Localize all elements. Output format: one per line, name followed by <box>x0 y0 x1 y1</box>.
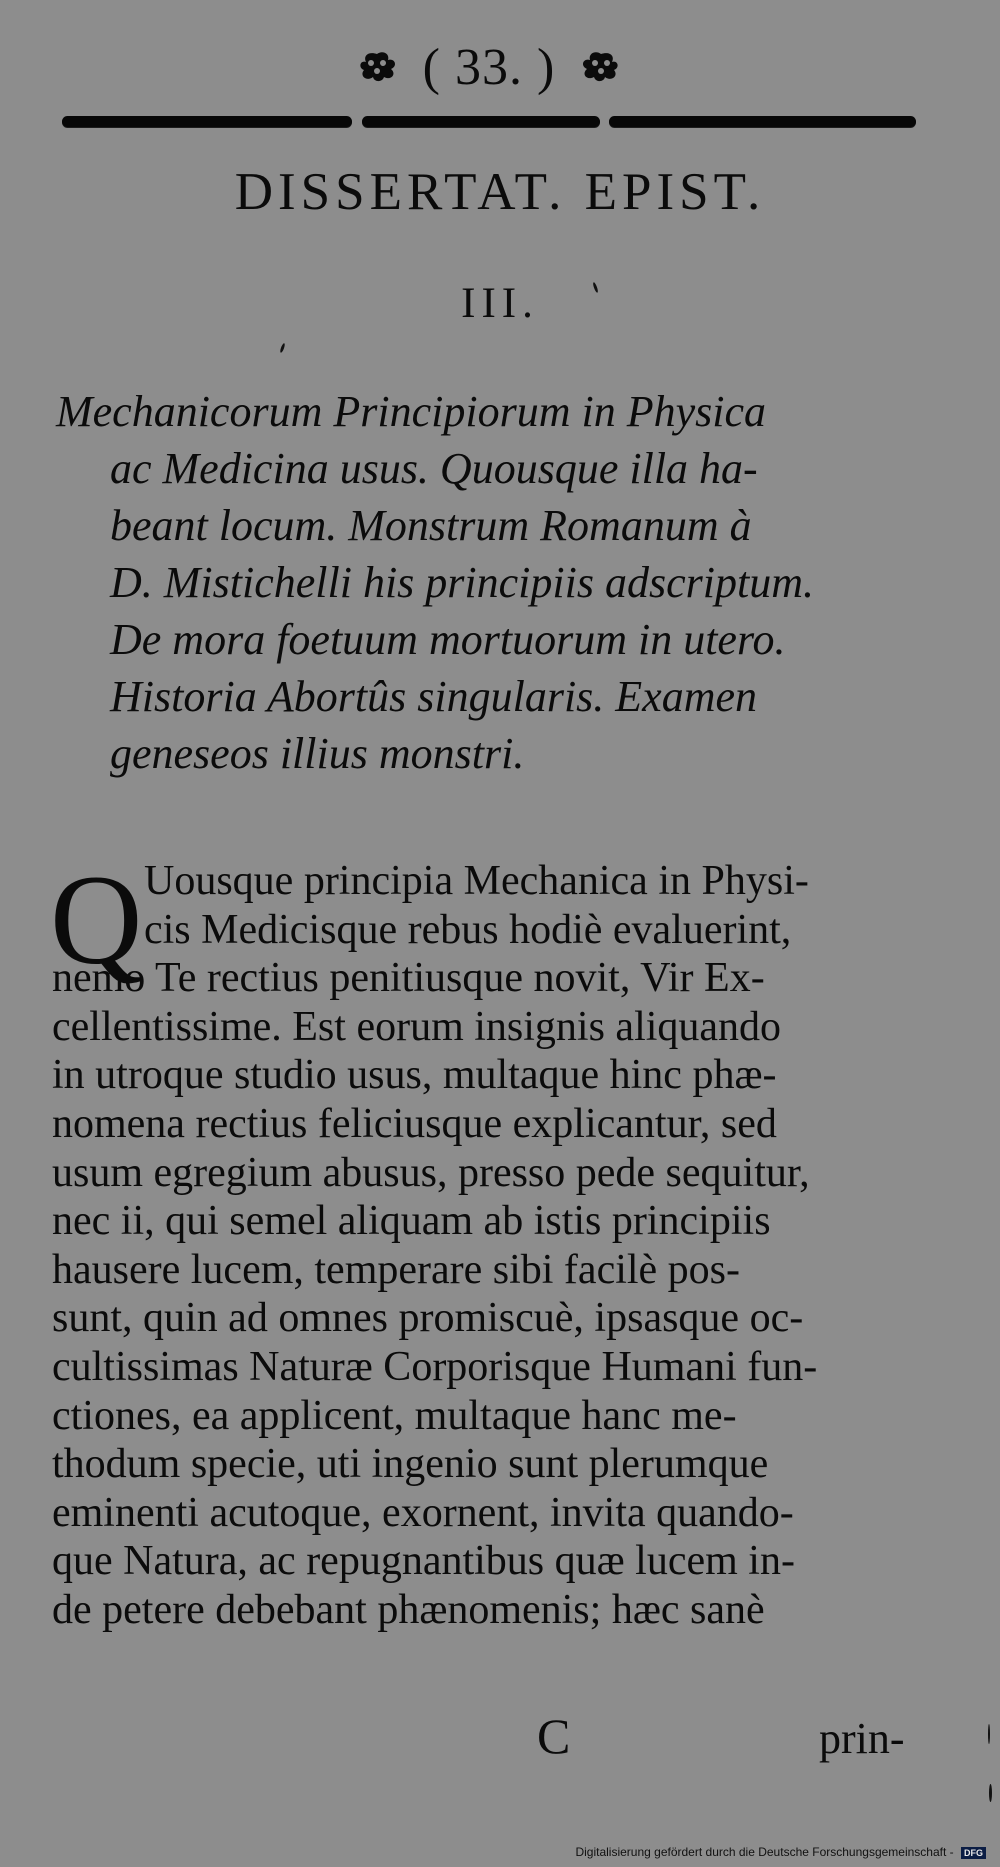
header-rule-segment-1 <box>62 116 352 127</box>
body-line: nec ii, qui semel aliquam ab istis principiis <box>52 1198 771 1245</box>
catchword: prin- <box>819 1714 905 1763</box>
body-line: thodum specie, uti ingenio sunt plerumque <box>52 1441 769 1488</box>
body-line: que Natura, ac repugnantibus quæ lucem in- <box>52 1538 795 1585</box>
summary-line: beant locum. Monstrum Romanum à <box>110 501 752 550</box>
body-line: cellentissime. Est eorum insignis aliquando <box>52 1003 782 1050</box>
page-number-line <box>62 38 916 97</box>
page-header <box>62 34 916 134</box>
header-rule-segment-2 <box>362 116 600 127</box>
summary-line: D. Mistichelli his principiis adscriptum. <box>110 558 814 607</box>
body-line: in utroque studio usus, multaque hinc phæ- <box>52 1052 777 1099</box>
summary-line: De mora foetuum mortuorum in utero. <box>110 615 786 664</box>
body-line: sunt, quin ad omnes promiscuè, ipsasque oc- <box>52 1295 804 1342</box>
section-title: DISSERTAT. EPIST. <box>234 163 766 221</box>
left-floral-ornament-icon <box>357 50 399 84</box>
body-paragraph <box>50 849 916 1635</box>
summary-paragraph <box>56 383 906 782</box>
body-line: Uousque principia Mechanica in Physi- <box>144 858 809 904</box>
signature-mark: C <box>537 1708 571 1764</box>
scan-speck <box>988 1724 990 1744</box>
right-floral-ornament-icon <box>579 50 621 84</box>
page-footer-row <box>0 1707 1000 1767</box>
header-rule-segment-3 <box>609 116 916 127</box>
summary-line: geneseos illius monstri. <box>110 729 525 778</box>
body-line: de petere debebant phænomenis; hæc sanè <box>52 1586 765 1633</box>
dfg-logo: DFG <box>961 1847 986 1859</box>
summary-line: Mechanicorum Principiorum in Physica <box>56 387 766 436</box>
digitization-credit-text: Digitalisierung gefördert durch die Deutsche Forschungsgemeinschaft - <box>575 1845 954 1859</box>
scan-speck <box>989 1784 992 1802</box>
scan-speck <box>279 343 285 353</box>
body-line: nemo Te rectius penitiusque novit, Vir Ex- <box>52 955 765 1002</box>
body-line: usum egregium abusus, presso pede sequitur, <box>52 1149 810 1196</box>
digitization-credit <box>575 1845 986 1859</box>
section-number: III. <box>461 280 539 327</box>
header-rule <box>62 110 916 132</box>
summary-line: ac Medicina usus. Quousque illa ha- <box>110 444 758 493</box>
summary-line: Historia Abortûs singularis. Examen <box>110 672 758 721</box>
page-number: ( 33. ) <box>422 39 556 96</box>
body-line: cis Medicisque rebus hodiè evaluerint, <box>144 906 792 953</box>
body-line: nomena rectius feliciusque explicantur, sed <box>52 1100 777 1147</box>
body-line: ctiones, ea applicent, multaque hanc me- <box>52 1392 737 1439</box>
body-line: eminenti acutoque, exornent, invita quando- <box>52 1489 794 1536</box>
body-line: hausere lucem, temperare sibi facilè pos- <box>52 1246 741 1293</box>
body-line: cultissimas Naturæ Corporisque Humani fun- <box>52 1343 818 1390</box>
drop-cap: Q <box>50 849 141 991</box>
